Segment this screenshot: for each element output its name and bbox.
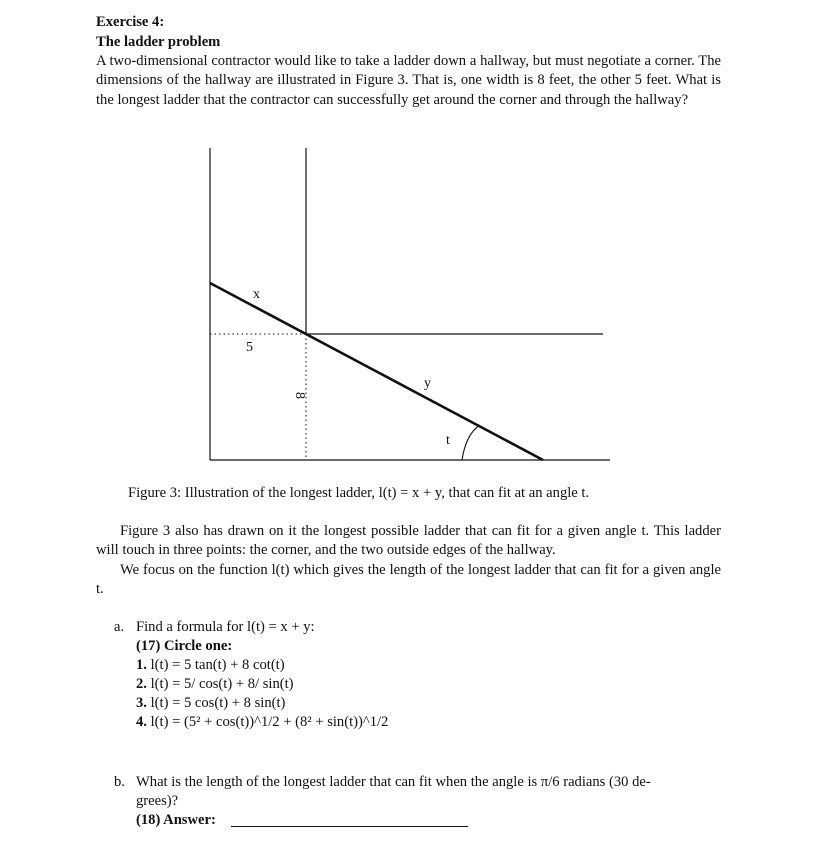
question-a-prompt: Find a formula for l(t) = x + y: <box>136 619 315 635</box>
option-number: 3. <box>136 695 147 711</box>
option-number: 2. <box>136 676 147 692</box>
label-x: x <box>253 287 260 302</box>
exercise-heading: Exercise 4: <box>96 14 165 30</box>
angle-arc <box>462 425 480 460</box>
body-paragraph-2: We focus on the function l(t) which gives the length of the longest ladder that can fit for a given angle t. <box>96 562 721 598</box>
option-text: l(t) = 5/ cos(t) + 8/ sin(t) <box>150 676 294 692</box>
question-a-marker: a. <box>114 619 125 635</box>
question-b-prompt-line2: grees)? <box>136 793 179 809</box>
option-text: l(t) = 5 cos(t) + 8 sin(t) <box>150 695 286 711</box>
label-8: 8 <box>292 392 307 399</box>
option-3[interactable] <box>136 694 285 713</box>
answer-label: (18) Answer: <box>136 812 216 828</box>
exercise-title: The ladder problem <box>96 34 221 50</box>
option-2[interactable] <box>136 675 294 694</box>
question-a-circle-label: (17) Circle one: <box>136 638 233 654</box>
option-number: 1. <box>136 657 147 673</box>
intro-paragraph: A two-dimensional contractor would like to take a ladder down a hallway, but must negotiate a corner. The dimensions of the hallway are illustrated in Figure 3. That is, one width is 8 feet, the other 5 feet. What is the longest ladder that the contractor can successfully get around the corner and through the hallway? <box>96 53 721 108</box>
question-b-prompt-line1: What is the length of the longest ladder that can fit when the angle is π/6 radians (30 de- <box>136 774 651 790</box>
option-1[interactable] <box>136 656 285 675</box>
question-b-marker: b. <box>114 774 125 790</box>
label-t: t <box>446 433 450 448</box>
figure-caption: Figure 3: Illustration of the longest ladder, l(t) = x + y, that can fit at an angle t. <box>128 485 590 501</box>
answer-blank[interactable] <box>231 826 468 827</box>
option-4[interactable] <box>136 713 388 732</box>
ladder <box>210 283 543 460</box>
label-y: y <box>424 376 431 391</box>
option-text: l(t) = 5 tan(t) + 8 cot(t) <box>150 657 285 673</box>
body-paragraph-1: Figure 3 also has drawn on it the longest possible ladder that can fit for a given angle t. This ladder will touch in three points: the corner, and the two outside edges of the hallway. <box>96 523 721 559</box>
option-number: 4. <box>136 714 147 730</box>
option-text: l(t) = (5² + cos(t))^1/2 + (8² + sin(t))^1/2 <box>150 714 389 730</box>
label-5: 5 <box>246 340 253 355</box>
